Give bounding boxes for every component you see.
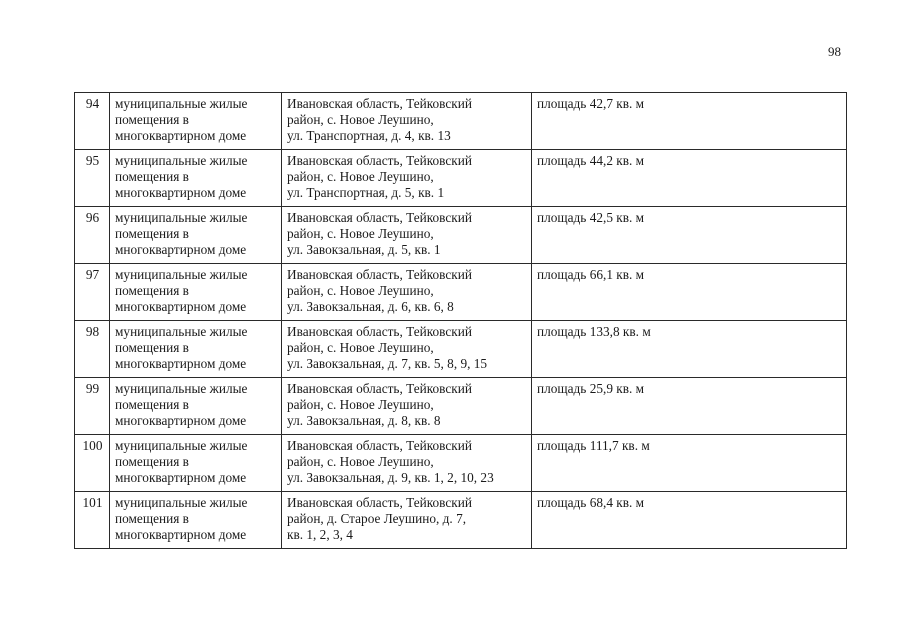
address-line: Ивановская область, Тейковский bbox=[287, 438, 472, 453]
object-name-cell bbox=[110, 93, 282, 150]
table-row bbox=[75, 435, 847, 492]
characteristics-cell: площадь 133,8 кв. м bbox=[532, 321, 847, 378]
address-line: район, с. Новое Леушино, bbox=[287, 283, 434, 298]
row-number-cell: 97 bbox=[75, 264, 110, 321]
address-line: ул. Завокзальная, д. 7, кв. 5, 8, 9, 15 bbox=[287, 356, 488, 371]
characteristics-cell: площадь 111,7 кв. м bbox=[532, 435, 847, 492]
property-table bbox=[74, 92, 847, 549]
table-row bbox=[75, 321, 847, 378]
object-name-line: многоквартирном доме bbox=[115, 413, 247, 428]
address-cell bbox=[282, 378, 532, 435]
address-line: район, с. Новое Леушино, bbox=[287, 112, 434, 127]
table-row bbox=[75, 378, 847, 435]
address-cell bbox=[282, 207, 532, 264]
address-line: ул. Завокзальная, д. 5, кв. 1 bbox=[287, 242, 441, 257]
characteristics-cell: площадь 44,2 кв. м bbox=[532, 150, 847, 207]
object-name-line: многоквартирном доме bbox=[115, 470, 247, 485]
object-name-line: помещения в bbox=[115, 397, 189, 412]
object-name-line: многоквартирном доме bbox=[115, 299, 247, 314]
object-name-line: муниципальные жилые bbox=[115, 495, 248, 510]
property-table-body bbox=[75, 93, 847, 549]
characteristics-cell: площадь 68,4 кв. м bbox=[532, 492, 847, 549]
object-name-line: помещения в bbox=[115, 454, 189, 469]
row-number-cell: 100 bbox=[75, 435, 110, 492]
object-name-line: помещения в bbox=[115, 226, 189, 241]
address-line: ул. Завокзальная, д. 8, кв. 8 bbox=[287, 413, 441, 428]
address-line: ул. Завокзальная, д. 9, кв. 1, 2, 10, 23 bbox=[287, 470, 494, 485]
table-row bbox=[75, 93, 847, 150]
address-cell bbox=[282, 492, 532, 549]
object-name-line: муниципальные жилые bbox=[115, 381, 248, 396]
address-line: район, д. Старое Леушино, д. 7, bbox=[287, 511, 467, 526]
table-row bbox=[75, 150, 847, 207]
address-line: ул. Завокзальная, д. 6, кв. 6, 8 bbox=[287, 299, 454, 314]
table-row bbox=[75, 264, 847, 321]
address-line: ул. Транспортная, д. 5, кв. 1 bbox=[287, 185, 445, 200]
address-line: район, с. Новое Леушино, bbox=[287, 226, 434, 241]
address-cell bbox=[282, 321, 532, 378]
characteristics-cell: площадь 42,5 кв. м bbox=[532, 207, 847, 264]
address-line: Ивановская область, Тейковский bbox=[287, 153, 472, 168]
object-name-line: муниципальные жилые bbox=[115, 153, 248, 168]
object-name-line: муниципальные жилые bbox=[115, 210, 248, 225]
address-cell bbox=[282, 435, 532, 492]
object-name-cell bbox=[110, 264, 282, 321]
address-cell bbox=[282, 264, 532, 321]
object-name-cell bbox=[110, 321, 282, 378]
address-line: район, с. Новое Леушино, bbox=[287, 454, 434, 469]
object-name-cell bbox=[110, 492, 282, 549]
object-name-line: помещения в bbox=[115, 340, 189, 355]
table-row bbox=[75, 207, 847, 264]
address-line: кв. 1, 2, 3, 4 bbox=[287, 527, 353, 542]
object-name-line: помещения в bbox=[115, 283, 189, 298]
characteristics-cell: площадь 25,9 кв. м bbox=[532, 378, 847, 435]
object-name-line: помещения в bbox=[115, 112, 189, 127]
row-number-cell: 96 bbox=[75, 207, 110, 264]
address-line: Ивановская область, Тейковский bbox=[287, 381, 472, 396]
row-number-cell: 95 bbox=[75, 150, 110, 207]
object-name-cell bbox=[110, 207, 282, 264]
row-number-cell: 94 bbox=[75, 93, 110, 150]
object-name-cell bbox=[110, 150, 282, 207]
object-name-line: помещения в bbox=[115, 511, 189, 526]
address-line: Ивановская область, Тейковский bbox=[287, 267, 472, 282]
address-line: Ивановская область, Тейковский bbox=[287, 96, 472, 111]
address-line: ул. Транспортная, д. 4, кв. 13 bbox=[287, 128, 451, 143]
object-name-line: многоквартирном доме bbox=[115, 128, 247, 143]
object-name-line: муниципальные жилые bbox=[115, 96, 248, 111]
row-number-cell: 99 bbox=[75, 378, 110, 435]
object-name-line: многоквартирном доме bbox=[115, 185, 247, 200]
object-name-line: муниципальные жилые bbox=[115, 267, 248, 282]
object-name-cell bbox=[110, 378, 282, 435]
object-name-cell bbox=[110, 435, 282, 492]
page-number: 98 bbox=[828, 44, 841, 59]
object-name-line: помещения в bbox=[115, 169, 189, 184]
row-number-cell: 101 bbox=[75, 492, 110, 549]
address-line: Ивановская область, Тейковский bbox=[287, 324, 472, 339]
address-line: Ивановская область, Тейковский bbox=[287, 210, 472, 225]
address-line: район, с. Новое Леушино, bbox=[287, 340, 434, 355]
address-line: Ивановская область, Тейковский bbox=[287, 495, 472, 510]
object-name-line: многоквартирном доме bbox=[115, 527, 247, 542]
address-line: район, с. Новое Леушино, bbox=[287, 169, 434, 184]
characteristics-cell: площадь 66,1 кв. м bbox=[532, 264, 847, 321]
address-cell bbox=[282, 93, 532, 150]
object-name-line: многоквартирном доме bbox=[115, 242, 247, 257]
row-number-cell: 98 bbox=[75, 321, 110, 378]
object-name-line: муниципальные жилые bbox=[115, 438, 248, 453]
address-cell bbox=[282, 150, 532, 207]
object-name-line: муниципальные жилые bbox=[115, 324, 248, 339]
address-line: район, с. Новое Леушино, bbox=[287, 397, 434, 412]
table-row bbox=[75, 492, 847, 549]
object-name-line: многоквартирном доме bbox=[115, 356, 247, 371]
characteristics-cell: площадь 42,7 кв. м bbox=[532, 93, 847, 150]
